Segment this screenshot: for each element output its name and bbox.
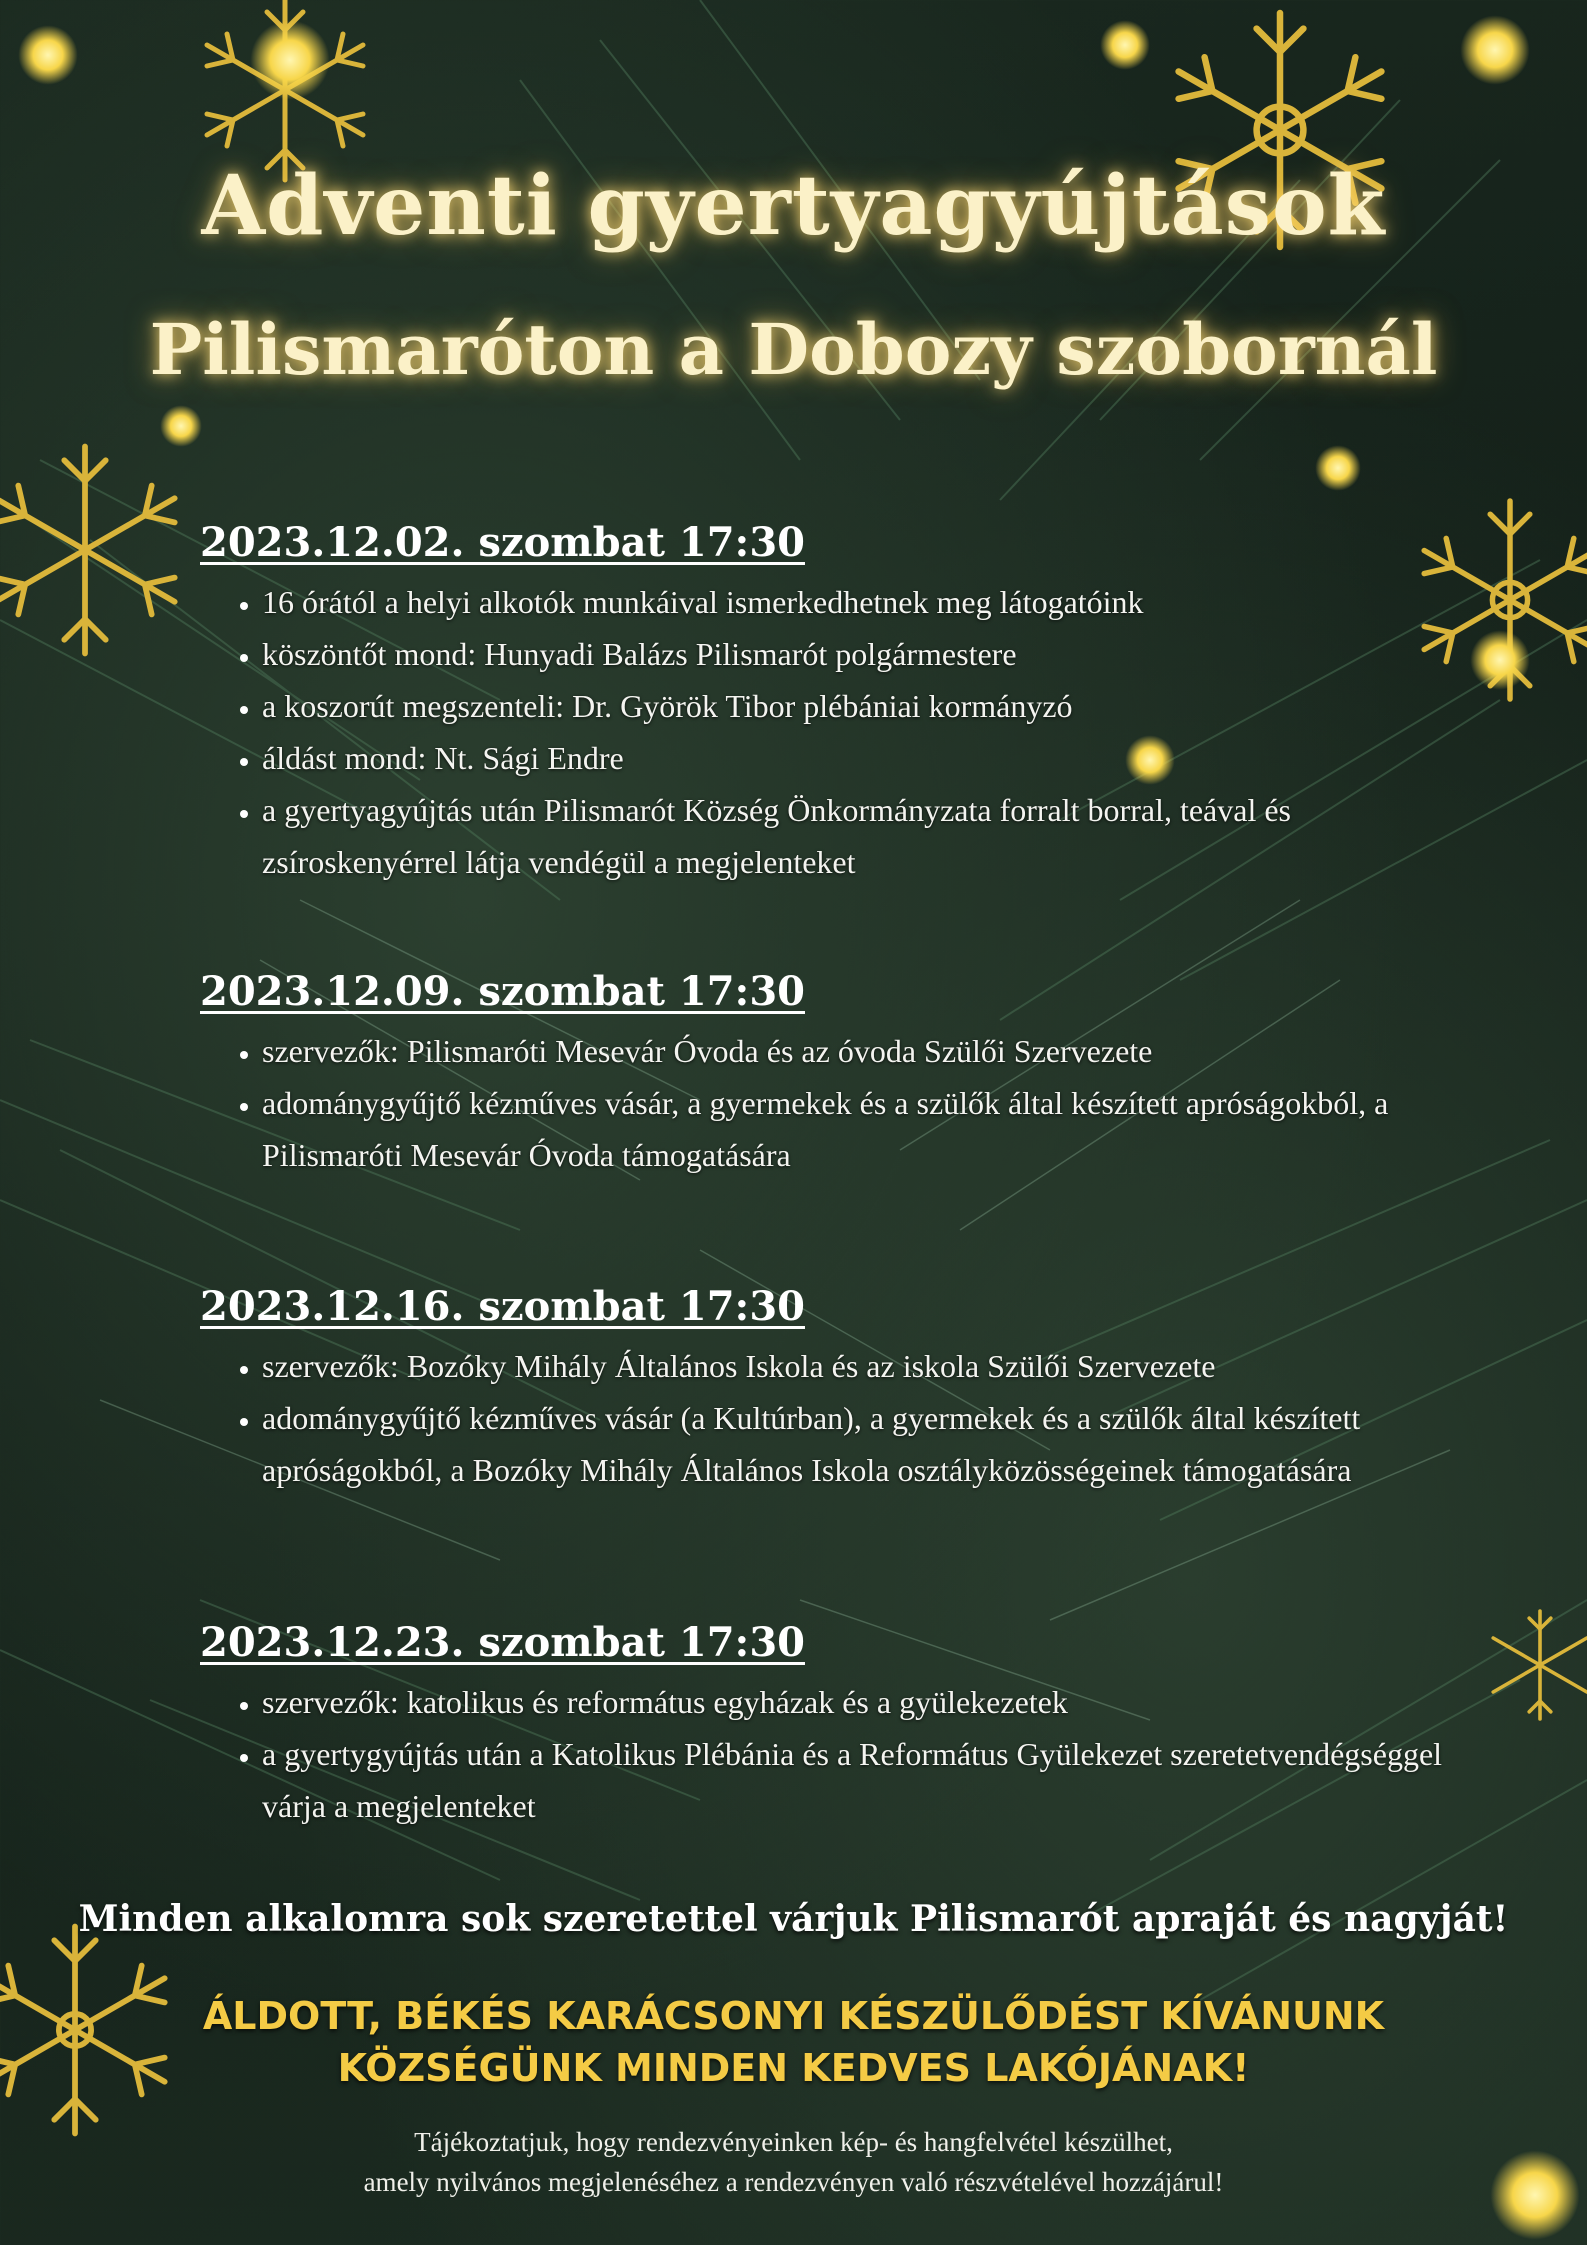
list-item: • a gyertygyújtás után a Katolikus Plébánia és a Református Gyülekezet szeretetvendégséggel várja a megjelenteket bbox=[262, 1728, 1460, 1832]
event-date: 2023.12.16. szombat 17:30 bbox=[200, 1283, 805, 1330]
page-title: Adventi gyertyagyújtások bbox=[201, 158, 1386, 254]
recording-notice-line-1: Tájékoztatjuk, hogy rendezvényeinken kép- és hangfelvétel készülhet, bbox=[414, 2127, 1173, 2157]
list-item: • szervezők: katolikus és református egyházak és a gyülekezetek bbox=[262, 1676, 1460, 1728]
event-2023-12-23 bbox=[200, 1618, 1460, 1832]
page-subtitle: Pilismaróton a Dobozy szobornál bbox=[149, 308, 1438, 391]
closing-invitation: Minden alkalomra sok szeretettel várjuk Pilismarót apraját és nagyját! bbox=[78, 1898, 1509, 1940]
list-item: • köszöntőt mond: Hunyadi Balázs Pilismarót polgármestere bbox=[262, 628, 1460, 680]
list-item: • a gyertyagyújtás után Pilismarót Község Önkormányzata forralt borral, teával és zsíroskenyérrel látja vendégül a megjelenteket bbox=[262, 784, 1460, 888]
holiday-wish-line-2: KÖZSÉGÜNK MINDEN KEDVES LAKÓJÁNAK! bbox=[337, 2046, 1250, 2090]
list-item: • adománygyűjtő kézműves vásár, a gyermekek és a szülők által készített apróságokból, a Pilismaróti Mesevár Óvoda támogatására bbox=[262, 1077, 1460, 1181]
recording-notice-line-2: amely nyilvános megjelenéséhez a rendezvényen való részvételével hozzájárul! bbox=[363, 2167, 1224, 2197]
event-details-list bbox=[200, 576, 1460, 888]
list-item: • szervezők: Bozóky Mihály Általános Iskola és az iskola Szülői Szervezete bbox=[262, 1340, 1460, 1392]
holiday-wish-line-1: ÁLDOTT, BÉKÉS KARÁCSONYI KÉSZÜLŐDÉST KÍVÁNUNK bbox=[202, 1994, 1385, 2038]
list-item: • 16 órától a helyi alkotók munkáival ismerkedhetnek meg látogatóink bbox=[262, 576, 1460, 628]
list-item: • áldást mond: Nt. Sági Endre bbox=[262, 732, 1460, 784]
list-item: • a koszorút megszenteli: Dr. Györök Tibor plébániai kormányzó bbox=[262, 680, 1460, 732]
event-2023-12-16 bbox=[200, 1282, 1460, 1496]
list-item: • adománygyűjtő kézműves vásár (a Kultúrban), a gyermekek és a szülők által készített apróságokból, a Bozóky Mihály Általános Iskola osztályközösségeinek támogatására bbox=[262, 1392, 1460, 1496]
event-details-list bbox=[200, 1676, 1460, 1832]
event-date: 2023.12.09. szombat 17:30 bbox=[200, 968, 805, 1015]
event-2023-12-09 bbox=[200, 967, 1460, 1181]
event-details-list bbox=[200, 1340, 1460, 1496]
list-item: • szervezők: Pilismaróti Mesevár Óvoda és az óvoda Szülői Szervezete bbox=[262, 1025, 1460, 1077]
event-details-list bbox=[200, 1025, 1460, 1181]
event-date: 2023.12.23. szombat 17:30 bbox=[200, 1619, 805, 1666]
event-date: 2023.12.02. szombat 17:30 bbox=[200, 519, 805, 566]
event-2023-12-02 bbox=[200, 518, 1460, 888]
